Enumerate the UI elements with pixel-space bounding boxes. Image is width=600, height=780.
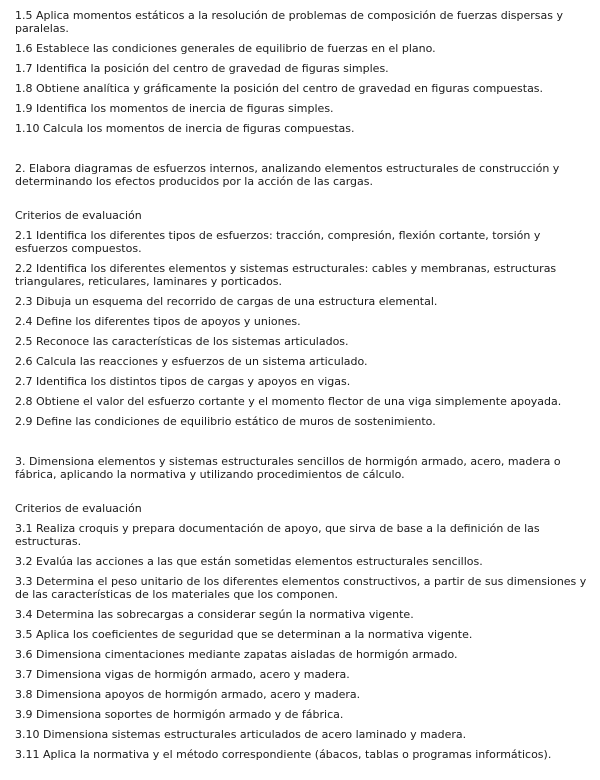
- criterion-3-2: 3.2 Evalúa las acciones a las que están sometidas elementos estructurales sencillos.: [15, 555, 483, 568]
- criterion-3-5: 3.5 Aplica los coeficientes de seguridad que se determinan a la normativa vigente.: [15, 628, 473, 641]
- criterion-2-2: 2.2 Identifica los diferentes elementos y sistemas estructurales: cables y membranas, estructuras triangulares, reticulares, laminares y porticados.: [15, 262, 557, 288]
- criterion-2-8: 2.8 Obtiene el valor del esfuerzo cortante y el momento flector de una viga simplemente apoyada.: [15, 395, 562, 408]
- document-body: [15, 9, 587, 768]
- criterion-3-1: 3.1 Realiza croquis y prepara documentación de apoyo, que sirva de base a la definición de las estructuras.: [15, 522, 540, 548]
- criterion-3-3: 3.3 Determina el peso unitario de los diferentes elementos constructivos, a partir de sus dimensiones y de las características de los materiales que los componen.: [15, 575, 587, 601]
- criteria-heading-3: Criterios de evaluación: [15, 502, 142, 515]
- learning-outcome-2: 2. Elabora diagramas de esfuerzos internos, analizando elementos estructurales de construcción y determinando los efectos producidos por la acción de las cargas.: [15, 162, 560, 188]
- criteria-list-3: [15, 522, 587, 761]
- criterion-2-6: 2.6 Calcula las reacciones y esfuerzos de un sistema articulado.: [15, 355, 368, 368]
- criteria-heading-2: Criterios de evaluación: [15, 209, 142, 222]
- criterion-1-8: 1.8 Obtiene analítica y gráficamente la posición del centro de gravedad en figuras compuestas.: [15, 82, 544, 95]
- criterion-2-1: 2.1 Identifica los diferentes tipos de esfuerzos: tracción, compresión, flexión cortante, torsión y esfuerzos compuestos.: [15, 229, 541, 255]
- criterion-2-3: 2.3 Dibuja un esquema del recorrido de cargas de una estructura elemental.: [15, 295, 438, 308]
- criterion-1-7: 1.7 Identifica la posición del centro de gravedad de figuras simples.: [15, 62, 389, 75]
- criterion-2-7: 2.7 Identifica los distintos tipos de cargas y apoyos en vigas.: [15, 375, 351, 388]
- criterion-1-6: 1.6 Establece las condiciones generales de equilibrio de fuerzas en el plano.: [15, 42, 436, 55]
- criterion-3-10: 3.10 Dimensiona sistemas estructurales articulados de acero laminado y madera.: [15, 728, 467, 741]
- criterion-3-6: 3.6 Dimensiona cimentaciones mediante zapatas aisladas de hormigón armado.: [15, 648, 458, 661]
- criterion-3-8: 3.8 Dimensiona apoyos de hormigón armado, acero y madera.: [15, 688, 361, 701]
- criterion-3-11: 3.11 Aplica la normativa y el método correspondiente (ábacos, tablas o programas informáticos).: [15, 748, 552, 761]
- criteria-list-2: [15, 229, 587, 428]
- criterion-1-10: 1.10 Calcula los momentos de inercia de figuras compuestas.: [15, 122, 355, 135]
- criterion-3-4: 3.4 Determina las sobrecargas a considerar según la normativa vigente.: [15, 608, 414, 621]
- criterion-2-5: 2.5 Reconoce las características de los sistemas articulados.: [15, 335, 349, 348]
- criterion-3-9: 3.9 Dimensiona soportes de hormigón armado y de fábrica.: [15, 708, 344, 721]
- criterion-2-4: 2.4 Define los diferentes tipos de apoyos y uniones.: [15, 315, 301, 328]
- criterion-3-7: 3.7 Dimensiona vigas de hormigón armado, acero y madera.: [15, 668, 350, 681]
- criterion-1-5: 1.5 Aplica momentos estáticos a la resolución de problemas de composición de fuerzas dispersas y paralelas.: [15, 9, 564, 35]
- criteria-list-1: [15, 9, 587, 135]
- criterion-1-9: 1.9 Identifica los momentos de inercia de figuras simples.: [15, 102, 334, 115]
- learning-outcome-3: 3. Dimensiona elementos y sistemas estructurales sencillos de hormigón armado, acero, madera o fábrica, aplicando la normativa y utilizando procedimientos de cálculo.: [15, 455, 561, 481]
- criterion-2-9: 2.9 Define las condiciones de equilibrio estático de muros de sostenimiento.: [15, 415, 436, 428]
